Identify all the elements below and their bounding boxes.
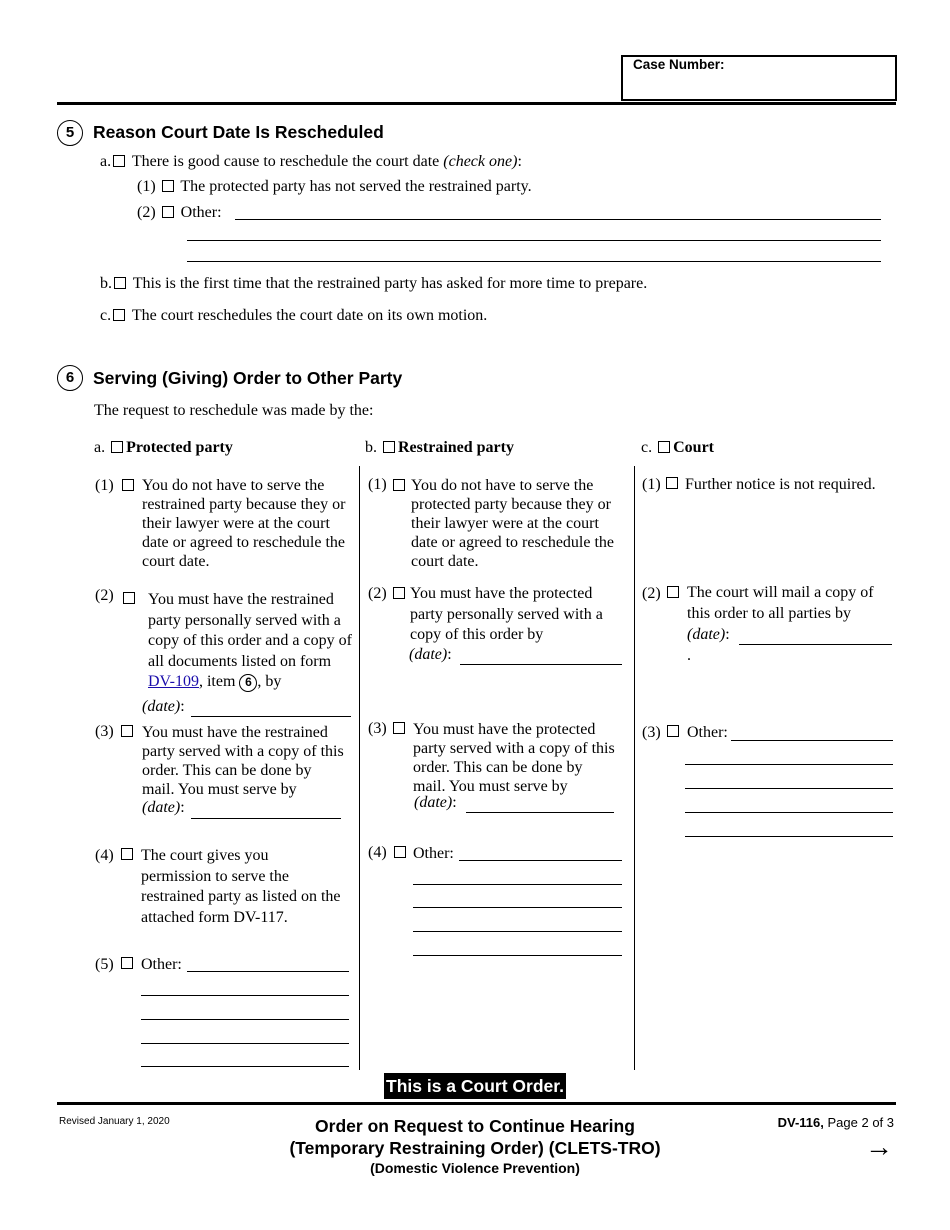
checkbox-5b[interactable] xyxy=(114,277,126,289)
item-5a-text: There is good cause to reschedule the court date xyxy=(131,153,440,170)
checkbox-5a2[interactable] xyxy=(162,206,174,218)
col-b-4-field-5[interactable] xyxy=(413,955,622,956)
col-c-2-date: (date): xyxy=(687,626,730,643)
item-5a2-label: (2) xyxy=(137,204,156,221)
col-a-2-date: (date): xyxy=(142,698,185,715)
item-5b xyxy=(100,274,647,293)
col-a-5-text: Other: xyxy=(141,956,182,973)
dv-109-link[interactable]: DV-109 xyxy=(148,673,199,690)
other-5a2-field-3[interactable] xyxy=(187,261,881,262)
col-a-2-by: , by xyxy=(257,673,282,690)
col-a-2-body: You must have the restrained party personally served with a copy of this order and a copy of all documents listed on form xyxy=(148,591,352,670)
item-5b-label: b. xyxy=(100,275,112,292)
col-a-3-label: (3) xyxy=(95,723,114,740)
item-5a-colon: : xyxy=(517,153,522,170)
form-page-info xyxy=(778,1115,894,1130)
col-a-heading-text: Protected party xyxy=(126,439,233,456)
checkbox-a1[interactable] xyxy=(122,479,134,491)
checkbox-protected-party[interactable] xyxy=(111,441,123,453)
col-c-3-field-2[interactable] xyxy=(685,764,893,765)
col-a-5-field-3[interactable] xyxy=(141,1019,349,1020)
header-rule xyxy=(57,102,896,105)
col-b-4-field-1[interactable] xyxy=(459,860,622,861)
col-b-3-label: (3) xyxy=(368,720,387,737)
col-a-5-field-4[interactable] xyxy=(141,1043,349,1044)
section-6-number: 6 xyxy=(57,365,83,391)
col-b-3-date-label: (date) xyxy=(414,794,453,811)
footer-title-line-1: Order on Request to Continue Hearing xyxy=(315,1116,635,1136)
footer-rule xyxy=(57,1102,896,1105)
col-a-5-field-2[interactable] xyxy=(141,995,349,996)
col-c-2-date-label: (date) xyxy=(687,626,726,643)
checkbox-c1[interactable] xyxy=(666,477,678,489)
col-a-4-label: (4) xyxy=(95,847,114,864)
page-number: Page 2 of 3 xyxy=(827,1115,894,1130)
checkbox-c3[interactable] xyxy=(667,725,679,737)
col-a-5-label: (5) xyxy=(95,956,114,973)
checkbox-a4[interactable] xyxy=(121,848,133,860)
col-c-3-field-4[interactable] xyxy=(685,812,893,813)
item-6-circle: 6 xyxy=(239,674,257,692)
col-b-1-text: You do not have to serve the protected party because they or their lawyer were at the court date or agreed to reschedule the court date. xyxy=(411,477,615,570)
col-b-2-date-label: (date) xyxy=(409,646,448,663)
item-5c-label: c. xyxy=(100,307,112,324)
column-divider-2 xyxy=(634,466,635,1070)
col-a-1-text: You do not have to serve the restrained party because they or their lawyer were at the court date or agreed to reschedule the court date. xyxy=(142,477,346,570)
col-c-2-text: The court will mail a copy of this order to all parties by xyxy=(687,584,874,622)
item-5b-text: This is the first time that the restrained party has asked for more time to prepare. xyxy=(132,275,648,292)
checkbox-5a[interactable] xyxy=(113,155,125,167)
section-6-title: Serving (Giving) Order to Other Party xyxy=(93,368,403,388)
col-a-5-field-1[interactable] xyxy=(187,971,349,972)
col-a-3-date-label: (date) xyxy=(142,799,181,816)
col-c-3-label: (3) xyxy=(642,724,661,741)
checkbox-b3[interactable] xyxy=(393,722,405,734)
footer-title-line-3: (Domestic Violence Prevention) xyxy=(370,1160,580,1176)
case-number-label: Case Number: xyxy=(633,57,725,72)
col-a-label: a. xyxy=(94,439,106,456)
next-page-arrow-icon[interactable]: → xyxy=(865,1131,893,1162)
item-5a1 xyxy=(137,177,532,196)
col-b-4-field-4[interactable] xyxy=(413,931,622,932)
item-5a1-label: (1) xyxy=(137,178,156,195)
col-c-2-date-field[interactable] xyxy=(739,644,892,645)
col-b-4-label: (4) xyxy=(368,844,387,861)
footer-title xyxy=(225,1115,725,1177)
form-id: DV-116, xyxy=(777,1115,824,1130)
other-5a2-field-1[interactable] xyxy=(235,219,881,220)
col-c-heading-text: Court xyxy=(673,439,714,456)
col-c-label: c. xyxy=(641,439,653,456)
item-5a2-text: Other: xyxy=(180,204,222,221)
section-5-title: Reason Court Date Is Rescheduled xyxy=(93,122,384,142)
section-6-intro: The request to reschedule was made by the: xyxy=(94,402,374,419)
col-a-2-label: (2) xyxy=(95,587,114,604)
item-5c-text: The court reschedules the court date on its own motion. xyxy=(131,307,488,324)
col-a-2-date-field[interactable] xyxy=(191,716,351,717)
col-a-1-label: (1) xyxy=(95,477,114,494)
footer-title-line-2: (Temporary Restraining Order) (CLETS-TRO) xyxy=(289,1138,661,1158)
col-c-3-field-5[interactable] xyxy=(685,836,893,837)
checkbox-a2[interactable] xyxy=(123,592,135,604)
col-c-3-field-1[interactable] xyxy=(731,740,893,741)
checkbox-c2[interactable] xyxy=(667,586,679,598)
col-b-2-date-field[interactable] xyxy=(460,664,622,665)
column-divider-1 xyxy=(359,466,360,1070)
col-a-2-item: , item xyxy=(198,673,236,690)
col-c-1-text: Further notice is not required. xyxy=(685,476,876,493)
checkbox-5c[interactable] xyxy=(113,309,125,321)
other-5a2-field-2[interactable] xyxy=(187,240,881,241)
checkbox-b1[interactable] xyxy=(393,479,405,491)
col-c-1-label: (1) xyxy=(642,476,661,493)
col-a-heading xyxy=(94,438,233,457)
col-c-3-text: Other: xyxy=(687,724,728,741)
item-5c xyxy=(100,306,487,325)
item-5a-label: a. xyxy=(100,153,112,170)
checkbox-b4[interactable] xyxy=(394,846,406,858)
col-a-5-field-5[interactable] xyxy=(141,1066,349,1067)
checkbox-b2[interactable] xyxy=(393,587,405,599)
col-a-3-date-field[interactable] xyxy=(191,818,341,819)
checkbox-restrained-party[interactable] xyxy=(383,441,395,453)
col-c-2-period: . xyxy=(687,647,691,664)
case-number-box[interactable] xyxy=(621,55,897,101)
col-c-heading xyxy=(641,438,714,457)
section-5-number: 5 xyxy=(57,120,83,146)
item-5a2 xyxy=(137,203,222,222)
item-5a-hint: (check one) xyxy=(443,153,518,170)
col-c-3-field-3[interactable] xyxy=(685,788,893,789)
col-c-2-label: (2) xyxy=(642,585,661,602)
col-b-4-text: Other: xyxy=(413,845,454,862)
col-a-3-date: (date): xyxy=(142,799,185,816)
checkbox-a5[interactable] xyxy=(121,957,133,969)
checkbox-court[interactable] xyxy=(658,441,670,453)
col-b-4-field-3[interactable] xyxy=(413,907,622,908)
col-b-1-label: (1) xyxy=(368,476,387,493)
col-b-heading-text: Restrained party xyxy=(398,439,514,456)
col-b-heading xyxy=(365,438,514,457)
col-b-label: b. xyxy=(365,439,377,456)
col-b-3-date-field[interactable] xyxy=(466,812,614,813)
col-a-4-text: The court gives you permission to serve the restrained party as listed on the attached form DV-117. xyxy=(141,847,341,926)
item-5a xyxy=(100,152,522,171)
col-b-2-date: (date): xyxy=(409,646,452,663)
checkbox-5a1[interactable] xyxy=(162,180,174,192)
col-b-3-date: (date): xyxy=(414,794,457,811)
checkbox-a3[interactable] xyxy=(121,725,133,737)
col-b-2-label: (2) xyxy=(368,585,387,602)
item-5a1-text: The protected party has not served the restrained party. xyxy=(180,178,532,195)
col-a-3-text: You must have the restrained party served with a copy of this order. This can be done by mail. You must serve by xyxy=(142,724,344,798)
col-b-4-field-2[interactable] xyxy=(413,884,622,885)
col-a-2-text xyxy=(148,590,358,693)
col-b-3-text: You must have the protected party served with a copy of this order. This can be done by mail. You must serve by xyxy=(413,721,615,795)
court-order-banner: This is a Court Order. xyxy=(384,1073,566,1099)
col-a-2-date-label: (date) xyxy=(142,698,181,715)
col-b-2-text: You must have the protected party personally served with a copy of this order by xyxy=(410,585,603,643)
revised-date: Revised January 1, 2020 xyxy=(59,1116,170,1127)
